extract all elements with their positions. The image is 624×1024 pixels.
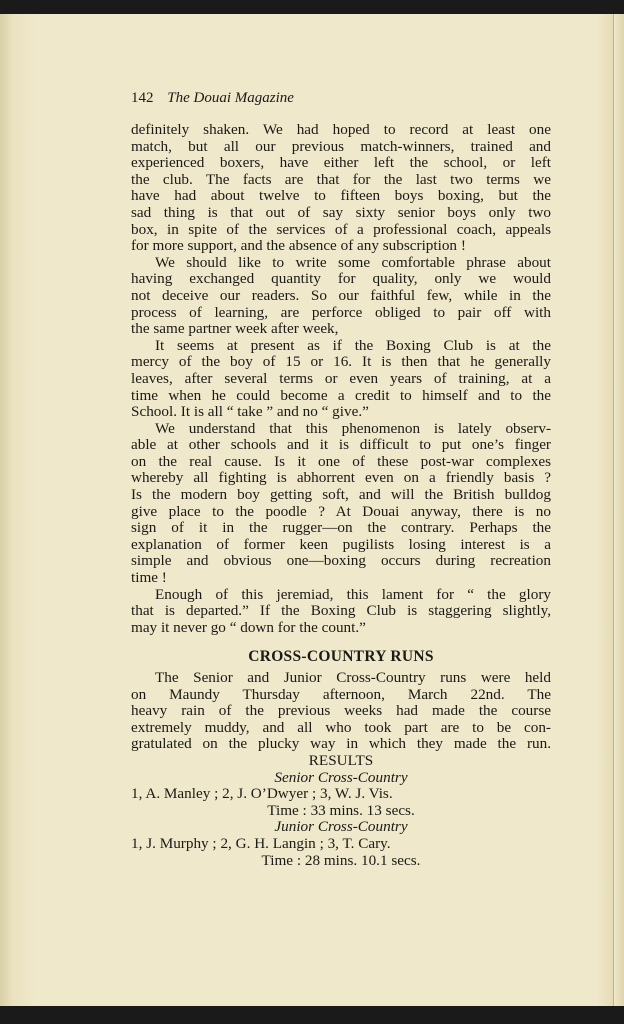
results-title: RESULTS [308,751,374,769]
text-line: definitely shaken. We had hoped to record at least one [131,121,551,138]
text-line: box, in spite of the services of a professional coach, appeals [131,220,551,238]
page-edge [613,14,624,1006]
junior-time: Time : 28 mins. 10.1 secs. [261,851,421,869]
text-line: heavy rain of the previous weeks had made the course [131,702,551,720]
text-line: explanation of former keen pugilists losing interest is a [131,535,551,553]
text-line: give place to the poodle ? At Douai anyway, there is no [131,502,551,520]
text-line: having exchanged quantity for quality, only we would [131,270,551,288]
text-line: Is the modern boy getting soft, and will the British bulldog [131,486,551,504]
senior-time: Time : 33 mins. 13 secs. [267,801,415,819]
text-line: The Senior and Junior Cross-Country runs were held [155,669,551,686]
text-line: extremely muddy, and all who took part are to be con- [131,718,551,736]
junior-title: Junior Cross-Country [274,818,408,836]
text-line: for more support, and the absence of any subscription ! [131,237,466,255]
text-line: mercy of the boy of 15 or 16. It is then that he generally [131,353,551,371]
text-line: simple and obvious one—boxing occurs during recreation [131,552,551,570]
text-line: leaves, after several terms or even years of training, at a [131,369,551,387]
text-line: sign of it in the rugger—on the contrary. Perhaps the [131,519,551,537]
text-line: Enough of this jeremiad, this lament for “ the glory [155,585,551,603]
text-line: that is departed.” If the Boxing Club is staggering slightly, [131,602,551,620]
running-header [131,90,551,107]
text-line: may it never go “ down for the count.” [131,618,366,636]
text-line: experienced boxers, have either left the school, or left [131,154,551,172]
text-line: We understand that this phenomenon is lately observ- [155,419,551,437]
text-line: have had about twelve to fifteen boys boxing, but the [131,187,551,205]
body-text [131,122,551,636]
text-line: the same partner week after week, [131,320,339,338]
text-line: It seems at present as if the Boxing Club is at the [155,336,551,354]
section-heading: CROSS-COUNTRY RUNS [248,648,434,665]
text-line: match, but all our previous match-winners, trained and [131,137,551,155]
page-number: 142 [131,90,154,106]
text-line: on Maundy Thursday afternoon, March 22nd. The [131,685,551,703]
text-line: the club. The facts are that for the last two terms we [131,170,551,188]
text-line: We should like to write some comfortable phrase about [155,253,551,271]
text-line: gratulated on the plucky way in which they made the run. [131,735,551,753]
text-line: School. It is all “ take ” and no “ give.” [131,403,369,421]
text-line: able at other schools and it is difficult to put one’s finger [131,436,551,454]
text-line: sad thing is that out of say sixty senior boys only two [131,203,551,221]
text-line: whereby all fighting is abhorrent even on a friendly basis ? [131,469,551,487]
senior-title: Senior Cross-Country [274,768,408,786]
senior-placings: 1, A. Manley ; 2, J. O’Dwyer ; 3, W. J. Vis. [131,785,393,803]
text-line: time when he could become a credit to himself and to the [131,386,551,404]
text-line: not deceive our readers. So our faithful few, while in the [131,286,551,304]
junior-placings: 1, J. Murphy ; 2, G. H. Langin ; 3, T. Cary. [131,834,391,852]
text-line: process of learning, are perforce obliged to pair off with [131,303,551,321]
text-line: time ! [131,569,167,587]
magazine-title: The Douai Magazine [167,90,294,106]
section-text [131,670,551,869]
text-line: on the real cause. Is it one of these post-war complexes [131,452,551,470]
